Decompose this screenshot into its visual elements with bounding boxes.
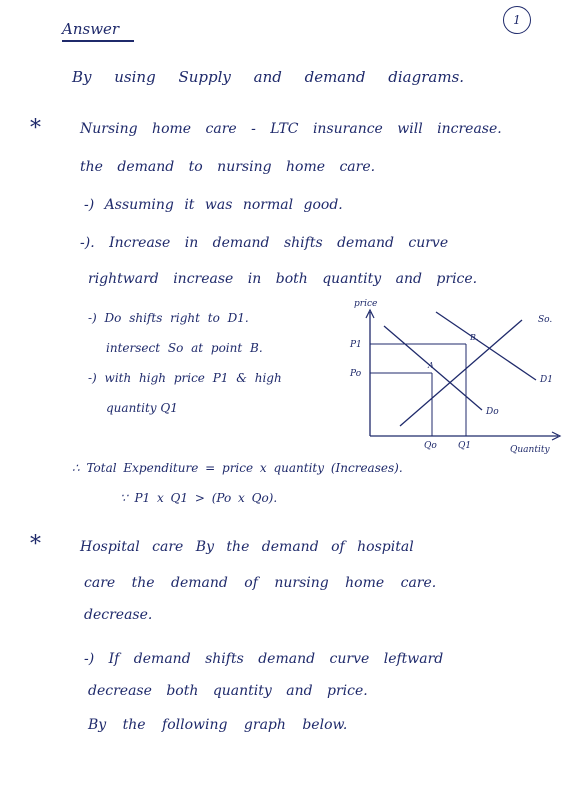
supply-label: So. (538, 315, 553, 325)
page-number-text: 1 (513, 13, 521, 27)
section2-line1: Hospital care By the demand of hospital (80, 539, 414, 555)
supply-demand-graph (340, 298, 570, 458)
page-number (503, 6, 531, 34)
bullet-star-1: * (30, 116, 41, 141)
p1-label: P1 (350, 340, 362, 350)
q0-label: Qo (424, 441, 437, 451)
section2-line2: care the demand of nursing home care. (84, 575, 437, 591)
sub-point-3: -) with high price P1 & high (88, 371, 282, 385)
price-axis-label: price (354, 299, 378, 309)
point-a-label: A (428, 361, 434, 370)
bullet-star-2: * (30, 532, 41, 557)
closing-line: By the following graph below. (88, 717, 348, 733)
section2-line3: decrease. (84, 607, 153, 623)
section1-line2: the demand to nursing home care. (80, 159, 376, 175)
section1-point2-line1: -). Increase in demand shifts demand curve (80, 235, 449, 251)
expenditure-line-2: ∵ P1 x Q1 > (Po x Qo). (120, 491, 278, 505)
title-underline (62, 40, 134, 42)
section1-line1: Nursing home care - LTC insurance will increase. (80, 121, 502, 137)
d1-label: D1 (540, 375, 553, 385)
d0-label: Do (486, 407, 499, 417)
section2-point1-line2: decrease both quantity and price. (88, 683, 368, 699)
intro-line: By using Supply and demand diagrams. (72, 68, 465, 86)
demand-curve-d1 (436, 312, 536, 380)
sub-point-2: intersect So at point B. (106, 341, 263, 355)
point-b-label: B. (470, 333, 479, 342)
quantity-axis-label: Quantity (510, 445, 550, 455)
sub-point-1: -) Do shifts right to D1. (88, 311, 249, 325)
q1-label: Q1 (458, 441, 472, 451)
section1-point2-line2: rightward increase in both quantity and price. (88, 271, 478, 287)
p0-label: Po (350, 369, 362, 379)
section2-point1-line1: -) If demand shifts demand curve leftward (84, 651, 444, 667)
expenditure-line-1: ∴ Total Expenditure = price x quantity (Increases). (72, 461, 403, 475)
sub-point-4: quantity Q1 (106, 401, 178, 415)
answer-title: Answer (62, 20, 120, 38)
section1-point1: -) Assuming it was normal good. (84, 197, 343, 213)
